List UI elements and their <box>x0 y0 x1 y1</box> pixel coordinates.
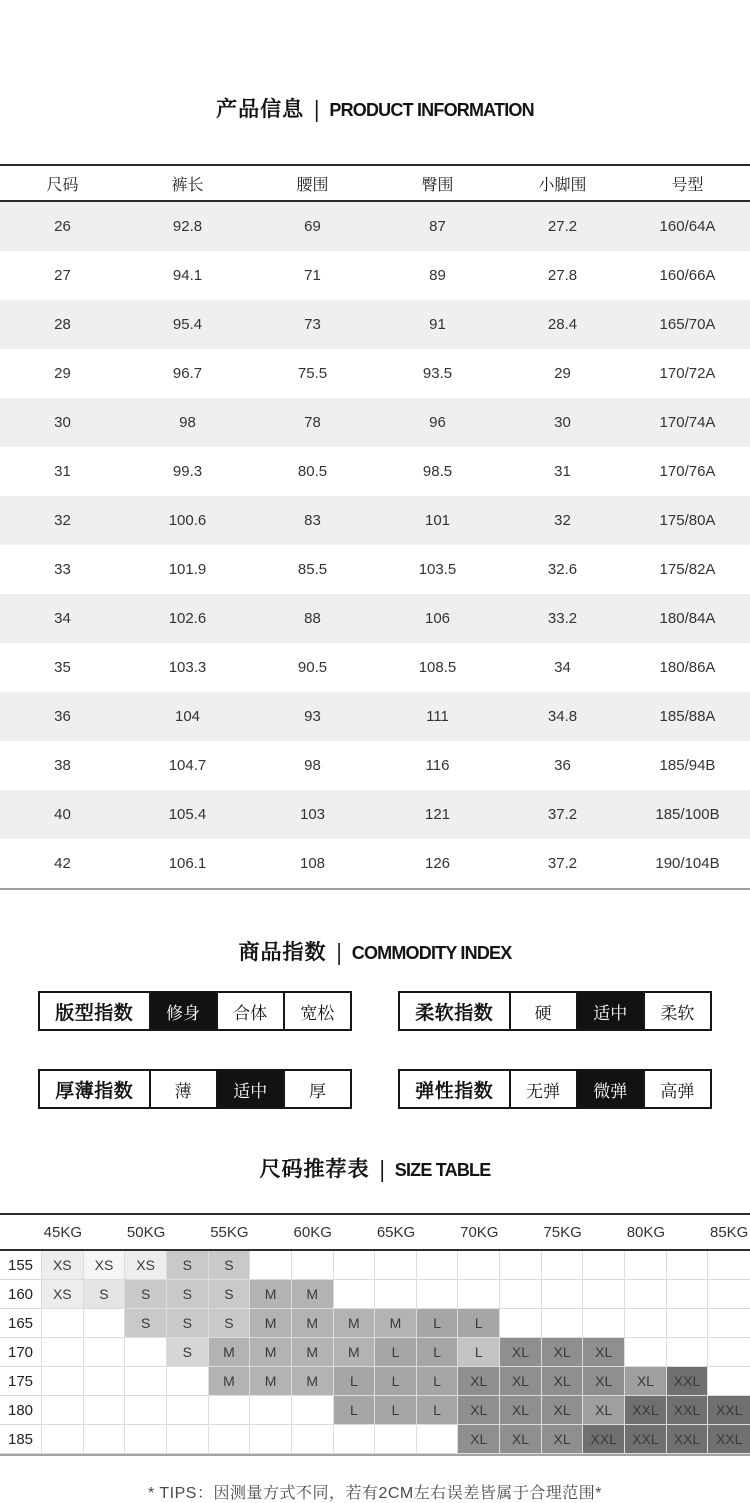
measurement-cell: 27 <box>54 267 71 284</box>
size-cell-empty <box>167 1425 209 1454</box>
measurement-cell: 35 <box>54 659 71 676</box>
measurement-cell: 85.5 <box>297 561 328 578</box>
size-cell: XS <box>84 1251 126 1280</box>
size-table-body <box>0 1251 750 1454</box>
size-cell-empty <box>375 1251 417 1280</box>
size-cell-empty <box>708 1338 750 1367</box>
height-label: 170 <box>0 1338 42 1367</box>
measurement-table-body <box>0 202 750 888</box>
measurement-cell: 92.8 <box>172 218 203 235</box>
size-cell: M <box>209 1367 251 1396</box>
measurement-cell: 75.5 <box>297 365 328 382</box>
measurement-cell: 106 <box>424 610 451 627</box>
size-cell: XXL <box>667 1425 709 1454</box>
size-cell-empty <box>500 1309 542 1338</box>
weight-header: 50KG <box>126 1223 166 1241</box>
size-cell: L <box>375 1338 417 1367</box>
size-cell: XS <box>125 1251 167 1280</box>
measurement-cell: 170/76A <box>659 463 716 480</box>
size-cell: M <box>375 1309 417 1338</box>
size-cell-empty <box>125 1338 167 1367</box>
measurement-cell: 190/104B <box>655 855 720 872</box>
size-cell-empty <box>84 1396 126 1425</box>
size-cell-empty <box>209 1425 251 1454</box>
measurement-column-header: 小脚围 <box>538 176 587 194</box>
weight-header: 60KG <box>293 1223 332 1241</box>
measurement-cell: 89 <box>429 267 446 284</box>
measurement-cell: 175/80A <box>659 512 716 529</box>
measurement-column-header: 臀围 <box>421 176 454 194</box>
measurement-cell: 93.5 <box>422 365 453 382</box>
measurement-cell: 103 <box>299 806 326 823</box>
size-table-title-zh: 尺码推荐表 <box>259 1158 370 1181</box>
size-cell-empty <box>417 1425 459 1454</box>
measurement-cell: 175/82A <box>659 561 716 578</box>
measurement-cell: 126 <box>424 855 451 872</box>
measurement-cell: 94.1 <box>172 267 203 284</box>
size-table-row <box>0 1396 750 1425</box>
measurement-cell: 108.5 <box>418 659 457 676</box>
size-cell: M <box>250 1309 292 1338</box>
measurement-cell: 105.4 <box>168 806 207 823</box>
tips-note: * TIPS：因测量方式不同，若有2CM左右误差皆属于合理范围* <box>148 1485 602 1502</box>
commodity-index-title-en: COMMODITY INDEX <box>351 943 512 963</box>
size-cell: XXL <box>667 1367 709 1396</box>
size-table-row <box>0 1367 750 1396</box>
size-cell-empty <box>667 1309 709 1338</box>
size-cell-empty <box>292 1251 334 1280</box>
size-table-weight-header-row <box>0 1215 750 1251</box>
size-cell-empty <box>292 1396 334 1425</box>
size-cell: S <box>209 1251 251 1280</box>
size-cell: L <box>458 1309 500 1338</box>
size-cell-empty <box>125 1425 167 1454</box>
measurement-cell: 103.3 <box>168 659 207 676</box>
measurement-column-header: 尺码 <box>46 176 79 194</box>
size-cell: XL <box>500 1425 542 1454</box>
size-cell: S <box>167 1338 209 1367</box>
size-cell-empty <box>708 1309 750 1338</box>
measurement-cell: 37.2 <box>547 855 578 872</box>
index-box-label: 柔软指数 <box>415 1002 494 1024</box>
measurement-column-header: 腰围 <box>296 176 329 194</box>
size-cell: S <box>167 1251 209 1280</box>
measurement-row <box>0 349 750 398</box>
measurement-cell: 73 <box>304 316 321 333</box>
measurement-cell: 116 <box>425 757 450 774</box>
size-table-row <box>0 1280 750 1309</box>
title-separator: | <box>314 97 320 123</box>
size-cell: M <box>250 1338 292 1367</box>
commodity-index-title-zh: 商品指数 <box>238 941 327 964</box>
size-cell: XS <box>42 1251 84 1280</box>
size-cell-empty <box>542 1280 584 1309</box>
size-cell-empty <box>42 1425 84 1454</box>
measurement-cell: 33.2 <box>547 610 578 627</box>
measurement-cell: 37.2 <box>547 806 578 823</box>
index-option-selected: 适中 <box>216 1071 283 1107</box>
size-cell-empty <box>542 1309 584 1338</box>
size-table-title-en: SIZE TABLE <box>394 1160 491 1180</box>
size-cell: M <box>292 1309 334 1338</box>
size-cell: XL <box>625 1367 667 1396</box>
measurement-cell: 170/74A <box>659 414 716 431</box>
index-option: 高弹 <box>643 1071 710 1107</box>
commodity-index-title <box>0 940 750 966</box>
measurement-cell: 101 <box>424 512 451 529</box>
measurement-cell: 104 <box>174 708 201 725</box>
index-option: 柔软 <box>643 993 710 1029</box>
measurement-cell: 93 <box>304 708 321 725</box>
measurement-cell: 28 <box>54 316 71 333</box>
size-cell: M <box>334 1309 376 1338</box>
measurement-cell: 96.7 <box>172 365 203 382</box>
measurement-cell: 31 <box>54 463 71 480</box>
size-cell: XXL <box>708 1425 750 1454</box>
size-cell-empty <box>250 1396 292 1425</box>
measurement-cell: 29 <box>54 365 71 382</box>
measurement-cell: 98.5 <box>422 463 453 480</box>
index-box <box>38 991 352 1031</box>
size-cell: XL <box>542 1338 584 1367</box>
index-box <box>398 991 712 1031</box>
height-label: 165 <box>0 1309 42 1338</box>
size-cell-empty <box>583 1309 625 1338</box>
measurement-cell: 96 <box>429 414 446 431</box>
size-cell-empty <box>292 1425 334 1454</box>
measurement-cell: 99.3 <box>172 463 203 480</box>
index-option-selected: 适中 <box>576 993 643 1029</box>
measurement-cell: 95.4 <box>172 316 203 333</box>
measurement-cell: 34.8 <box>547 708 578 725</box>
size-cell-empty <box>167 1367 209 1396</box>
size-cell-empty <box>542 1251 584 1280</box>
size-cell-empty <box>167 1396 209 1425</box>
size-cell: S <box>167 1280 209 1309</box>
measurement-table <box>0 164 750 890</box>
measurement-cell: 30 <box>554 414 571 431</box>
size-cell-empty <box>500 1251 542 1280</box>
size-cell: S <box>84 1280 126 1309</box>
size-table-row <box>0 1425 750 1454</box>
weight-header: 80KG <box>626 1223 666 1241</box>
measurement-cell: 88 <box>304 610 321 627</box>
measurement-cell: 108 <box>299 855 326 872</box>
size-cell-empty <box>625 1338 667 1367</box>
measurement-cell: 33 <box>54 561 71 578</box>
measurement-cell: 165/70A <box>659 316 716 333</box>
measurement-cell: 160/66A <box>659 267 716 284</box>
size-cell: L <box>417 1309 459 1338</box>
size-cell-empty <box>583 1280 625 1309</box>
measurement-cell: 36 <box>554 757 571 774</box>
size-cell-empty <box>417 1280 459 1309</box>
size-cell: M <box>334 1338 376 1367</box>
measurement-cell: 83 <box>304 512 321 529</box>
height-label: 180 <box>0 1396 42 1425</box>
index-box-label: 厚薄指数 <box>55 1080 134 1102</box>
size-cell: XL <box>583 1338 625 1367</box>
measurement-cell: 26 <box>54 218 71 235</box>
size-cell-empty <box>42 1309 84 1338</box>
measurement-cell: 40 <box>54 806 71 823</box>
measurement-cell: 30 <box>54 414 71 431</box>
measurement-row <box>0 202 750 251</box>
size-cell: L <box>375 1367 417 1396</box>
measurement-row <box>0 447 750 496</box>
measurement-cell: 91 <box>429 316 446 333</box>
size-cell: L <box>417 1396 459 1425</box>
size-cell-empty <box>375 1425 417 1454</box>
measurement-cell: 104.7 <box>168 757 207 774</box>
size-cell-empty <box>708 1251 750 1280</box>
title-separator: | <box>379 1157 385 1183</box>
measurement-cell: 34 <box>554 659 571 676</box>
height-label: 155 <box>0 1251 42 1280</box>
size-cell: XL <box>500 1367 542 1396</box>
size-table-row <box>0 1309 750 1338</box>
size-cell-empty <box>84 1309 126 1338</box>
index-option: 无弹 <box>509 1071 576 1107</box>
size-cell: XL <box>458 1396 500 1425</box>
title-separator: | <box>336 940 342 966</box>
size-cell: XL <box>458 1425 500 1454</box>
size-cell: XL <box>500 1396 542 1425</box>
measurement-cell: 185/94B <box>659 757 716 774</box>
weight-header: 70KG <box>460 1223 499 1241</box>
size-cell-empty <box>625 1251 667 1280</box>
measurement-row <box>0 839 750 888</box>
size-cell-empty <box>417 1251 459 1280</box>
size-cell: XL <box>542 1425 584 1454</box>
size-cell: M <box>292 1338 334 1367</box>
size-table-title <box>0 1157 750 1183</box>
measurement-cell: 28.4 <box>547 316 578 333</box>
size-cell-empty <box>125 1396 167 1425</box>
measurement-row <box>0 300 750 349</box>
measurement-cell: 185/88A <box>659 708 716 725</box>
size-cell: L <box>417 1338 459 1367</box>
size-cell: M <box>209 1338 251 1367</box>
size-cell: XXL <box>667 1396 709 1425</box>
size-recommendation-table <box>0 1213 750 1456</box>
measurement-cell: 42 <box>54 855 71 872</box>
size-table-row <box>0 1251 750 1280</box>
size-cell: XXL <box>583 1425 625 1454</box>
measurement-cell: 29 <box>554 365 571 382</box>
measurement-cell: 69 <box>304 218 321 235</box>
measurement-row <box>0 692 750 741</box>
measurement-row <box>0 741 750 790</box>
size-cell: M <box>292 1367 334 1396</box>
size-cell: M <box>250 1367 292 1396</box>
measurement-row <box>0 496 750 545</box>
measurement-cell: 31 <box>554 463 571 480</box>
measurement-cell: 80.5 <box>297 463 328 480</box>
size-cell-empty <box>42 1396 84 1425</box>
size-cell-empty <box>458 1251 500 1280</box>
size-cell-empty <box>42 1367 84 1396</box>
measurement-cell: 78 <box>304 414 321 431</box>
measurement-cell: 185/100B <box>655 806 720 823</box>
measurement-row <box>0 643 750 692</box>
measurement-cell: 101.9 <box>168 561 207 578</box>
index-option: 薄 <box>149 1071 216 1107</box>
weight-header: 45KG <box>43 1223 82 1241</box>
size-cell-empty <box>708 1367 750 1396</box>
size-cell: M <box>292 1280 334 1309</box>
index-option-selected: 修身 <box>149 993 216 1029</box>
measurement-cell: 36 <box>54 708 71 725</box>
size-cell-empty <box>334 1425 376 1454</box>
measurement-cell: 27.8 <box>547 267 578 284</box>
size-cell: M <box>250 1280 292 1309</box>
size-cell: XS <box>42 1280 84 1309</box>
weight-header: 75KG <box>543 1223 582 1241</box>
measurement-cell: 102.6 <box>168 610 207 627</box>
size-cell: XL <box>583 1396 625 1425</box>
measurement-cell: 170/72A <box>659 365 716 382</box>
size-cell-empty <box>458 1280 500 1309</box>
size-cell-empty <box>334 1280 376 1309</box>
size-cell-empty <box>334 1251 376 1280</box>
size-cell-empty <box>583 1251 625 1280</box>
measurement-table-header-row <box>0 166 750 202</box>
size-cell: XL <box>583 1367 625 1396</box>
size-cell-empty <box>84 1367 126 1396</box>
size-cell-empty <box>375 1280 417 1309</box>
weight-header: 65KG <box>376 1223 416 1241</box>
measurement-cell: 38 <box>54 757 71 774</box>
index-box <box>38 1069 352 1109</box>
weight-header: 55KG <box>210 1223 249 1241</box>
size-cell: S <box>167 1309 209 1338</box>
measurement-cell: 160/64A <box>659 218 716 235</box>
measurement-cell: 180/86A <box>659 659 716 676</box>
index-box-label: 版型指数 <box>55 1002 134 1024</box>
size-cell: XXL <box>625 1425 667 1454</box>
size-cell-empty <box>84 1425 126 1454</box>
index-option: 合体 <box>216 993 283 1029</box>
height-label: 160 <box>0 1280 42 1309</box>
product-info-title <box>0 97 750 123</box>
measurement-cell: 34 <box>54 610 71 627</box>
product-info-title-zh: 产品信息 <box>216 98 305 121</box>
size-cell-empty <box>209 1396 251 1425</box>
size-cell-empty <box>42 1338 84 1367</box>
size-cell: S <box>209 1309 251 1338</box>
weight-header: 85KG <box>709 1223 749 1241</box>
size-cell-empty <box>625 1280 667 1309</box>
index-option: 硬 <box>509 993 576 1029</box>
measurement-row <box>0 594 750 643</box>
size-cell: XL <box>542 1396 584 1425</box>
size-cell: XL <box>458 1367 500 1396</box>
measurement-cell: 100.6 <box>168 512 207 529</box>
size-cell: XXL <box>708 1396 750 1425</box>
measurement-cell: 121 <box>424 806 451 823</box>
size-cell: L <box>458 1338 500 1367</box>
commodity-index-grid <box>38 991 712 1109</box>
size-cell: L <box>334 1367 376 1396</box>
index-option: 厚 <box>283 1071 350 1107</box>
size-cell-empty <box>84 1338 126 1367</box>
size-cell: S <box>125 1309 167 1338</box>
size-cell-empty <box>667 1251 709 1280</box>
measurement-cell: 90.5 <box>297 659 328 676</box>
measurement-row <box>0 251 750 300</box>
size-cell: XXL <box>625 1396 667 1425</box>
height-label: 175 <box>0 1367 42 1396</box>
measurement-cell: 87 <box>429 218 446 235</box>
size-cell-empty <box>125 1367 167 1396</box>
size-cell-empty <box>250 1251 292 1280</box>
size-cell: XL <box>542 1367 584 1396</box>
measurement-cell: 106.1 <box>168 855 207 872</box>
size-cell: S <box>209 1280 251 1309</box>
size-cell: L <box>334 1396 376 1425</box>
measurement-cell: 27.2 <box>547 218 578 235</box>
measurement-cell: 32 <box>554 512 571 529</box>
measurement-cell: 98 <box>304 757 321 774</box>
size-cell-empty <box>667 1280 709 1309</box>
index-box <box>398 1069 712 1109</box>
measurement-row <box>0 545 750 594</box>
size-cell-empty <box>625 1309 667 1338</box>
size-cell: L <box>375 1396 417 1425</box>
measurement-cell: 32.6 <box>547 561 578 578</box>
index-option: 宽松 <box>283 993 350 1029</box>
measurement-cell: 103.5 <box>418 561 457 578</box>
measurement-row <box>0 790 750 839</box>
size-cell: L <box>417 1367 459 1396</box>
size-cell: S <box>125 1280 167 1309</box>
measurement-cell: 180/84A <box>659 610 716 627</box>
size-cell: XL <box>500 1338 542 1367</box>
size-cell-empty <box>500 1280 542 1309</box>
measurement-row <box>0 398 750 447</box>
product-info-title-en: PRODUCT INFORMATION <box>329 100 534 120</box>
measurement-cell: 98 <box>179 414 196 431</box>
index-box-label: 弹性指数 <box>415 1080 494 1102</box>
measurement-column-header: 裤长 <box>171 176 204 194</box>
size-cell-empty <box>667 1338 709 1367</box>
size-table-row <box>0 1338 750 1367</box>
index-option-selected: 微弹 <box>576 1071 643 1107</box>
measurement-cell: 71 <box>304 267 321 284</box>
height-label: 185 <box>0 1425 42 1454</box>
size-cell-empty <box>708 1280 750 1309</box>
measurement-cell: 111 <box>426 708 449 725</box>
measurement-cell: 32 <box>54 512 71 529</box>
size-cell-empty <box>250 1425 292 1454</box>
measurement-column-header: 号型 <box>671 176 704 194</box>
